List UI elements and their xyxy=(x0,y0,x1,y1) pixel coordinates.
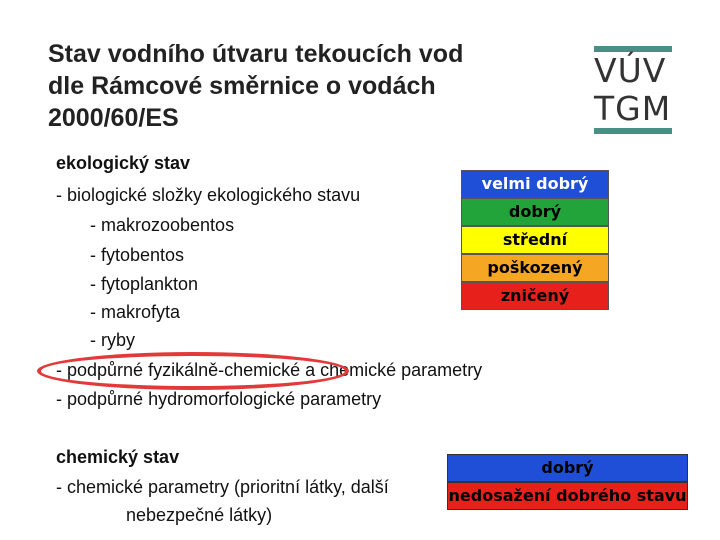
legend-dobry: dobrý xyxy=(461,198,609,226)
logo-line-2: TGM xyxy=(594,89,672,128)
ecological-item: - biologické složky ekologického stavu xyxy=(56,185,361,205)
legend-chem-nedosazeni: nedosažení dobrého stavu xyxy=(447,482,688,510)
legend-stredni: střední xyxy=(461,226,609,254)
ecological-item: - fytobentos xyxy=(90,245,185,265)
logo-bottom-rule xyxy=(594,128,672,134)
highlight-ellipse xyxy=(37,352,349,390)
ecological-item: - podpůrné hydromorfologické parametry xyxy=(56,389,382,409)
ecological-item: - podpůrné fyzikálně-chemické a chemické parametry xyxy=(56,360,483,380)
ecological-item: - fytoplankton xyxy=(90,274,199,294)
ecological-item: - ryby xyxy=(90,330,135,350)
legend-zniceny: zničený xyxy=(461,282,609,310)
title-line-2: dle Rámcové směrnice o vodách xyxy=(48,72,436,100)
chemical-item: - chemické parametry (prioritní látky, další xyxy=(56,477,389,497)
ecological-item: - makrozoobentos xyxy=(90,215,235,235)
vuv-tgm-logo xyxy=(594,46,672,132)
ecological-heading: ekologický stav xyxy=(56,153,191,173)
chemical-heading: chemický stav xyxy=(56,447,180,467)
slide-title xyxy=(48,38,548,134)
logo-line-1: VÚV xyxy=(594,51,667,90)
title-line-1: Stav vodního útvaru tekoucích vod xyxy=(48,40,464,68)
legend-velmi-dobry: velmi dobrý xyxy=(461,170,609,198)
ecological-item: - makrofyta xyxy=(90,302,181,322)
legend-poskozeny: poškozený xyxy=(461,254,609,282)
title-line-3: 2000/60/ES xyxy=(48,104,179,132)
chemical-item: nebezpečné látky) xyxy=(126,505,273,525)
legend-chem-dobry: dobrý xyxy=(447,454,688,482)
